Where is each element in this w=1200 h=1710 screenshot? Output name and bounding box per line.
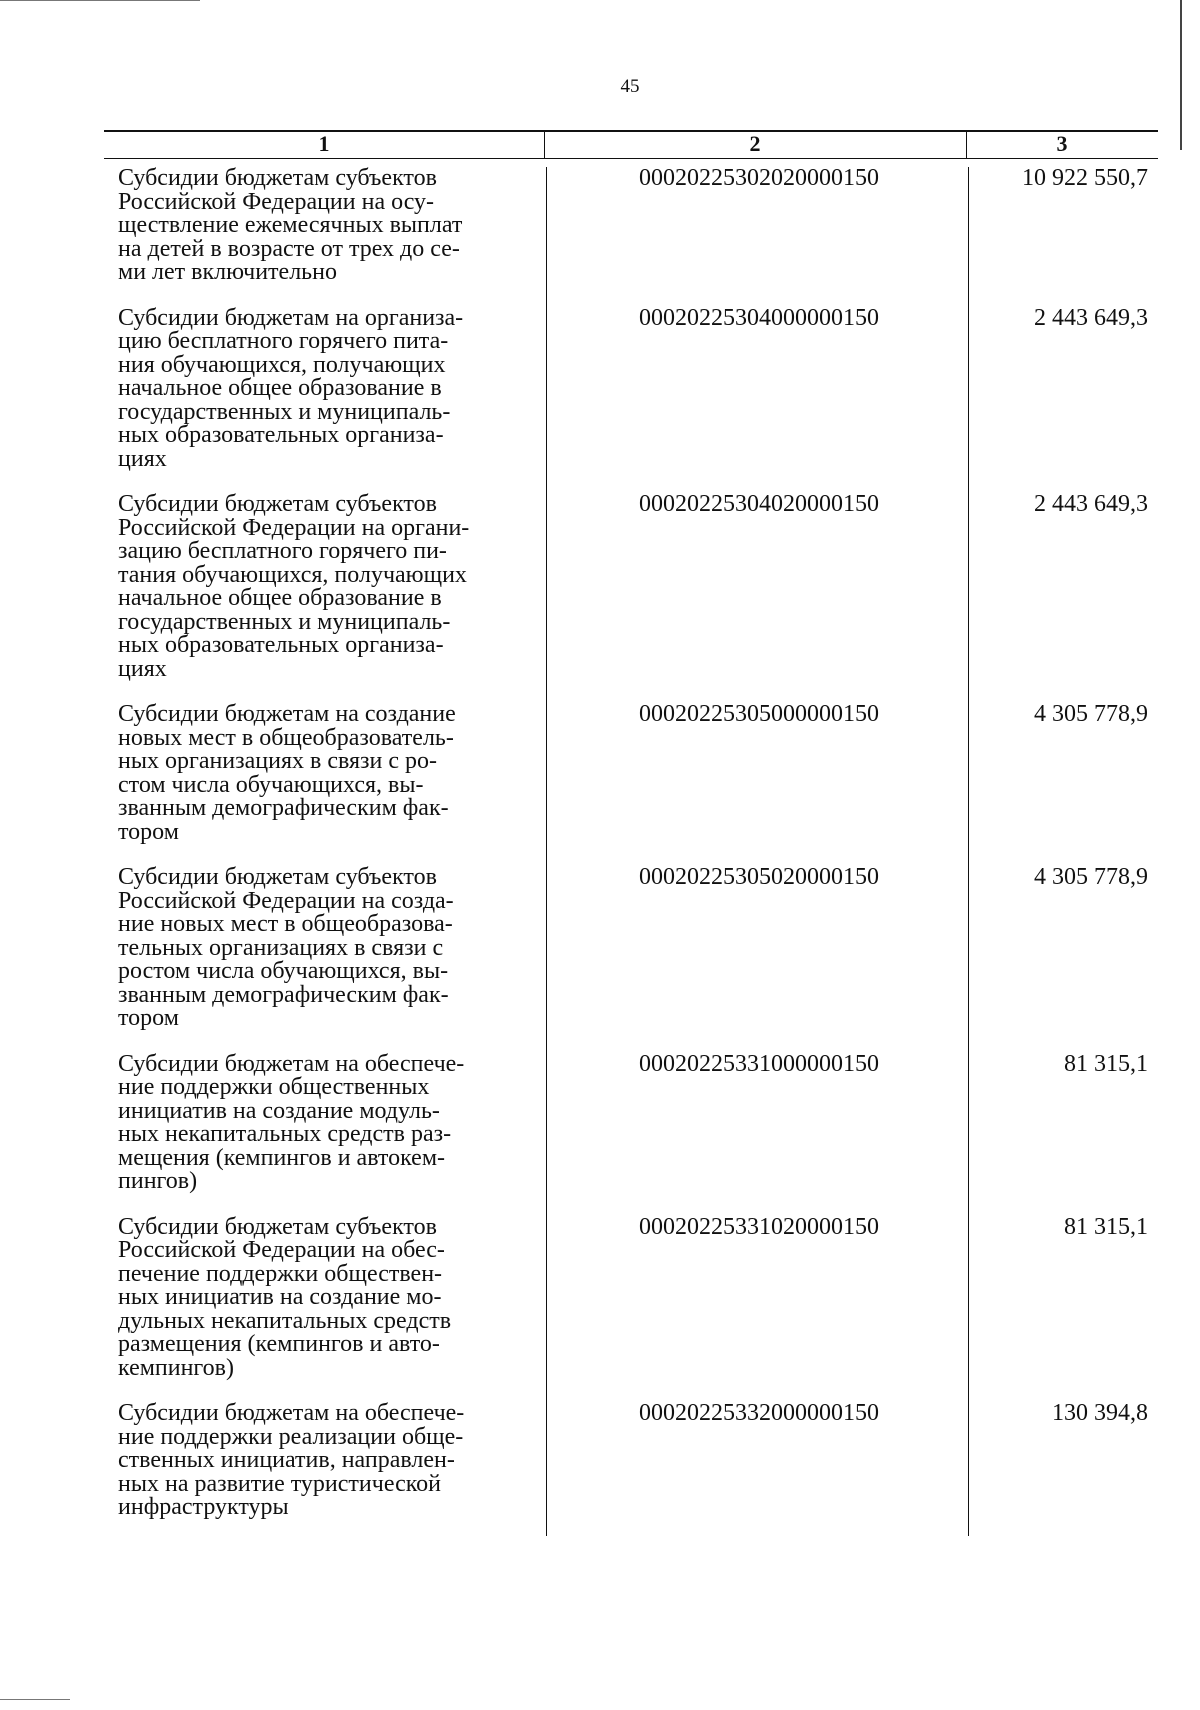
description-line: ственных инициатив, направлен- <box>118 1447 455 1473</box>
description-line: цию бесплатного горячего пита- <box>118 328 449 354</box>
page-number: 45 <box>620 76 640 97</box>
description-line: циях <box>118 655 167 682</box>
row-amount: 81 315,1 <box>1064 1050 1148 1077</box>
description-line: Субсидии бюджетам на организа- <box>118 304 464 331</box>
description-line: Субсидии бюджетам субъектов <box>118 1213 437 1240</box>
row-budget-code: 00020225332000000150 <box>639 1400 879 1426</box>
description-line: государственных и муниципаль- <box>118 398 451 425</box>
description-line: ных на развитие туристической <box>118 1470 442 1497</box>
description-line: пингов) <box>118 1168 198 1194</box>
description-line: зацию бесплатного горячего пи- <box>118 538 447 564</box>
table-row <box>104 167 1158 285</box>
description-line: званным демографическим фак- <box>118 795 449 821</box>
description-line: Субсидии бюджетам на создание <box>118 701 456 727</box>
description-line: тором <box>118 818 179 845</box>
description-line: циях <box>118 445 167 472</box>
row-description <box>104 1213 544 1381</box>
row-description <box>104 167 544 285</box>
description-line: ния обучающихся, получающих <box>118 351 446 378</box>
description-line: ществление ежемесячных выплат <box>118 212 463 238</box>
row-budget-code: 00020225304020000150 <box>639 491 879 517</box>
row-amount: 4 305 778,9 <box>1034 701 1148 727</box>
table-row <box>104 493 1158 681</box>
row-description <box>104 1050 544 1194</box>
row-amount: 2 443 649,3 <box>1034 304 1148 331</box>
row-amount: 81 315,1 <box>1064 1213 1148 1240</box>
description-line: Субсидии бюджетам субъектов <box>118 864 437 890</box>
description-line: стом числа обучающихся, вы- <box>118 771 424 798</box>
description-line: Российской Федерации на созда- <box>118 887 454 914</box>
description-line: тором <box>118 1005 179 1031</box>
description-line: Субсидии бюджетам на обеспече- <box>118 1050 465 1077</box>
row-budget-code: 00020225302020000150 <box>639 165 879 191</box>
description-line: Российской Федерации на осу- <box>118 188 435 215</box>
description-line: государственных и муниципаль- <box>118 608 451 635</box>
budget-table <box>104 130 1158 1520</box>
row-description <box>104 703 544 844</box>
description-line: начальное общее образование в <box>118 585 442 611</box>
table-row <box>104 1050 1158 1194</box>
column-header-2: 2 <box>749 131 761 156</box>
row-amount: 130 394,8 <box>1052 1400 1148 1426</box>
description-line: начальное общее образование в <box>118 375 442 401</box>
table-row <box>104 304 1158 472</box>
row-budget-code: 00020225305020000150 <box>639 864 879 890</box>
description-line: мещения (кемпингов и автокем- <box>118 1144 445 1171</box>
scan-edge-right <box>1180 0 1182 150</box>
description-line: Субсидии бюджетам на обеспече- <box>118 1400 465 1426</box>
description-line: Субсидии бюджетам субъектов <box>118 165 437 191</box>
column-header-1: 1 <box>318 131 330 156</box>
row-amount: 10 922 550,7 <box>1022 165 1148 191</box>
description-line: ных инициатив на создание мо- <box>118 1284 442 1310</box>
description-line: инфраструктуры <box>118 1494 289 1520</box>
table-row <box>104 703 1158 844</box>
table-row <box>104 866 1158 1031</box>
header-divider-1 <box>544 132 545 158</box>
column-header-3: 3 <box>1056 131 1068 156</box>
row-description <box>104 304 544 472</box>
description-line: ние новых мест в общеобразова- <box>118 911 453 937</box>
row-description <box>104 493 544 681</box>
row-amount: 2 443 649,3 <box>1034 491 1148 517</box>
description-line: тания обучающихся, получающих <box>118 561 467 588</box>
scan-edge-top <box>0 0 200 1</box>
description-line: ние поддержки реализации обще- <box>118 1423 464 1450</box>
description-line: Российской Федерации на органи- <box>118 514 470 541</box>
row-description <box>104 1402 544 1520</box>
row-description <box>104 866 544 1031</box>
table-row <box>104 1213 1158 1381</box>
description-line: кемпингов) <box>118 1354 235 1381</box>
description-line: ных образовательных организа- <box>118 632 444 658</box>
description-line: ных некапитальных средств раз- <box>118 1121 452 1147</box>
description-line: печение поддержки обществен- <box>118 1260 443 1287</box>
description-line: дульных некапитальных средств <box>118 1307 452 1334</box>
scan-edge-bottom <box>0 1699 70 1700</box>
description-line: тельных организациях в связи с <box>118 934 444 961</box>
description-line: ных образовательных организа- <box>118 422 444 448</box>
description-line: новых мест в общеобразователь- <box>118 724 454 751</box>
description-line: ми лет включительно <box>118 259 337 285</box>
table-body <box>104 167 1158 1520</box>
row-budget-code: 00020225304000000150 <box>639 304 879 331</box>
table-row <box>104 1402 1158 1520</box>
description-line: размещения (кемпингов и авто- <box>118 1331 440 1357</box>
description-line: на детей в возрасте от трех до се- <box>118 235 460 262</box>
row-amount: 4 305 778,9 <box>1034 864 1148 890</box>
table-header-row <box>104 130 1158 159</box>
description-line: инициатив на создание модуль- <box>118 1097 440 1124</box>
description-line: званным демографическим фак- <box>118 981 449 1008</box>
description-line: Российской Федерации на обес- <box>118 1237 445 1263</box>
description-line: Субсидии бюджетам субъектов <box>118 491 437 517</box>
header-divider-2 <box>966 132 967 158</box>
description-line: ние поддержки общественных <box>118 1074 430 1100</box>
description-line: ростом числа обучающихся, вы- <box>118 958 449 984</box>
description-line: ных организациях в связи с ро- <box>118 748 438 774</box>
row-budget-code: 00020225331020000150 <box>639 1213 879 1240</box>
row-budget-code: 00020225331000000150 <box>639 1050 879 1077</box>
row-budget-code: 00020225305000000150 <box>639 701 879 727</box>
